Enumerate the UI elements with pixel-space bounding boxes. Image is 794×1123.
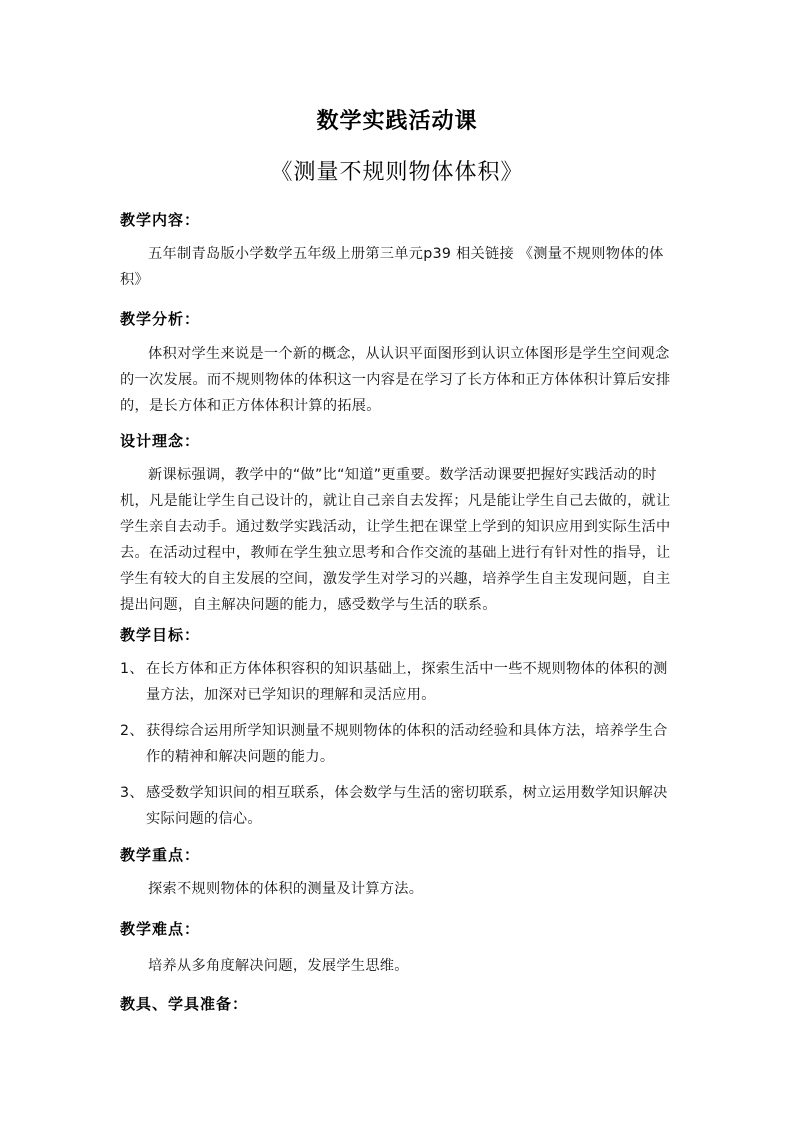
goal-text: 感受数学知识间的相互联系，体会数学与生活的密切联系，树立运用数学知识解决实际问题的信心。 <box>146 785 668 827</box>
document-title: 数学实践活动课 <box>316 109 478 134</box>
goal-item-1 <box>120 656 676 708</box>
heading-key-point: 教学重点： <box>120 846 201 864</box>
paragraph-key-point: 探索不规则物体的体积的测量及计算方法。 <box>148 881 424 897</box>
goal-item-3 <box>120 780 676 832</box>
heading-content: 教学内容： <box>120 211 201 229</box>
goal-text: 获得综合运用所学知识测量不规则物体的体积的活动经验和具体方法，培养学生合作的精神和解决问题的能力。 <box>146 723 668 765</box>
heading-concept: 设计理念： <box>120 432 201 450</box>
paragraph-concept: 新课标强调，教学中的“做”比“知道”更重要。数学活动课要把握好实践活动的时机，凡是能让学生自己设计的，就让自己亲自去发挥；凡是能让学生自己去做的，就让学生亲自去动手。通过数学实践活动，让学生把在课堂上学到的知识应用到实际生活中去。在活动过程中，教师在学生独立思考和合作交流的基础上进行有针对性的指导，让学生有较大的自主发展的空间，激发学生对学习的兴趣，培养学生自主发现问题，自主提出问题，自主解决问题的能力，感受数学与生活的联系。 <box>120 467 671 613</box>
goal-text: 在长方体和正方体体积容积的知识基础上，探索生活中一些不规则物体的体积的测量方法，加深对已学知识的理解和灵活应用。 <box>146 661 668 703</box>
heading-analysis: 教学分析： <box>120 310 201 328</box>
goal-number: 1、 <box>120 661 144 677</box>
heading-goals: 教学目标： <box>120 626 201 644</box>
goal-number: 2、 <box>120 723 144 739</box>
paragraph-analysis: 体积对学生来说是一个新的概念，从认识平面图形到认识立体图形是学生空间观念的一次发展。而不规则物体的体积这一内容是在学习了长方体和正方体体积计算后安排的，是长方体和正方体体积计算的拓展。 <box>120 346 671 414</box>
paragraph-difficulty: 培养从多角度解决问题，发展学生思维。 <box>148 958 409 974</box>
paragraph-content: 五年制青岛版小学数学五年级上册第三单元p39 相关链接 《测量不规则物体的体积》 <box>120 246 664 288</box>
heading-tools: 教具、学具准备： <box>120 995 249 1013</box>
heading-difficulty: 教学难点： <box>120 920 201 938</box>
goal-number: 3、 <box>120 785 144 801</box>
document-subtitle: 《测量不规则物体体积》 <box>270 160 524 185</box>
goal-item-2 <box>120 718 676 770</box>
